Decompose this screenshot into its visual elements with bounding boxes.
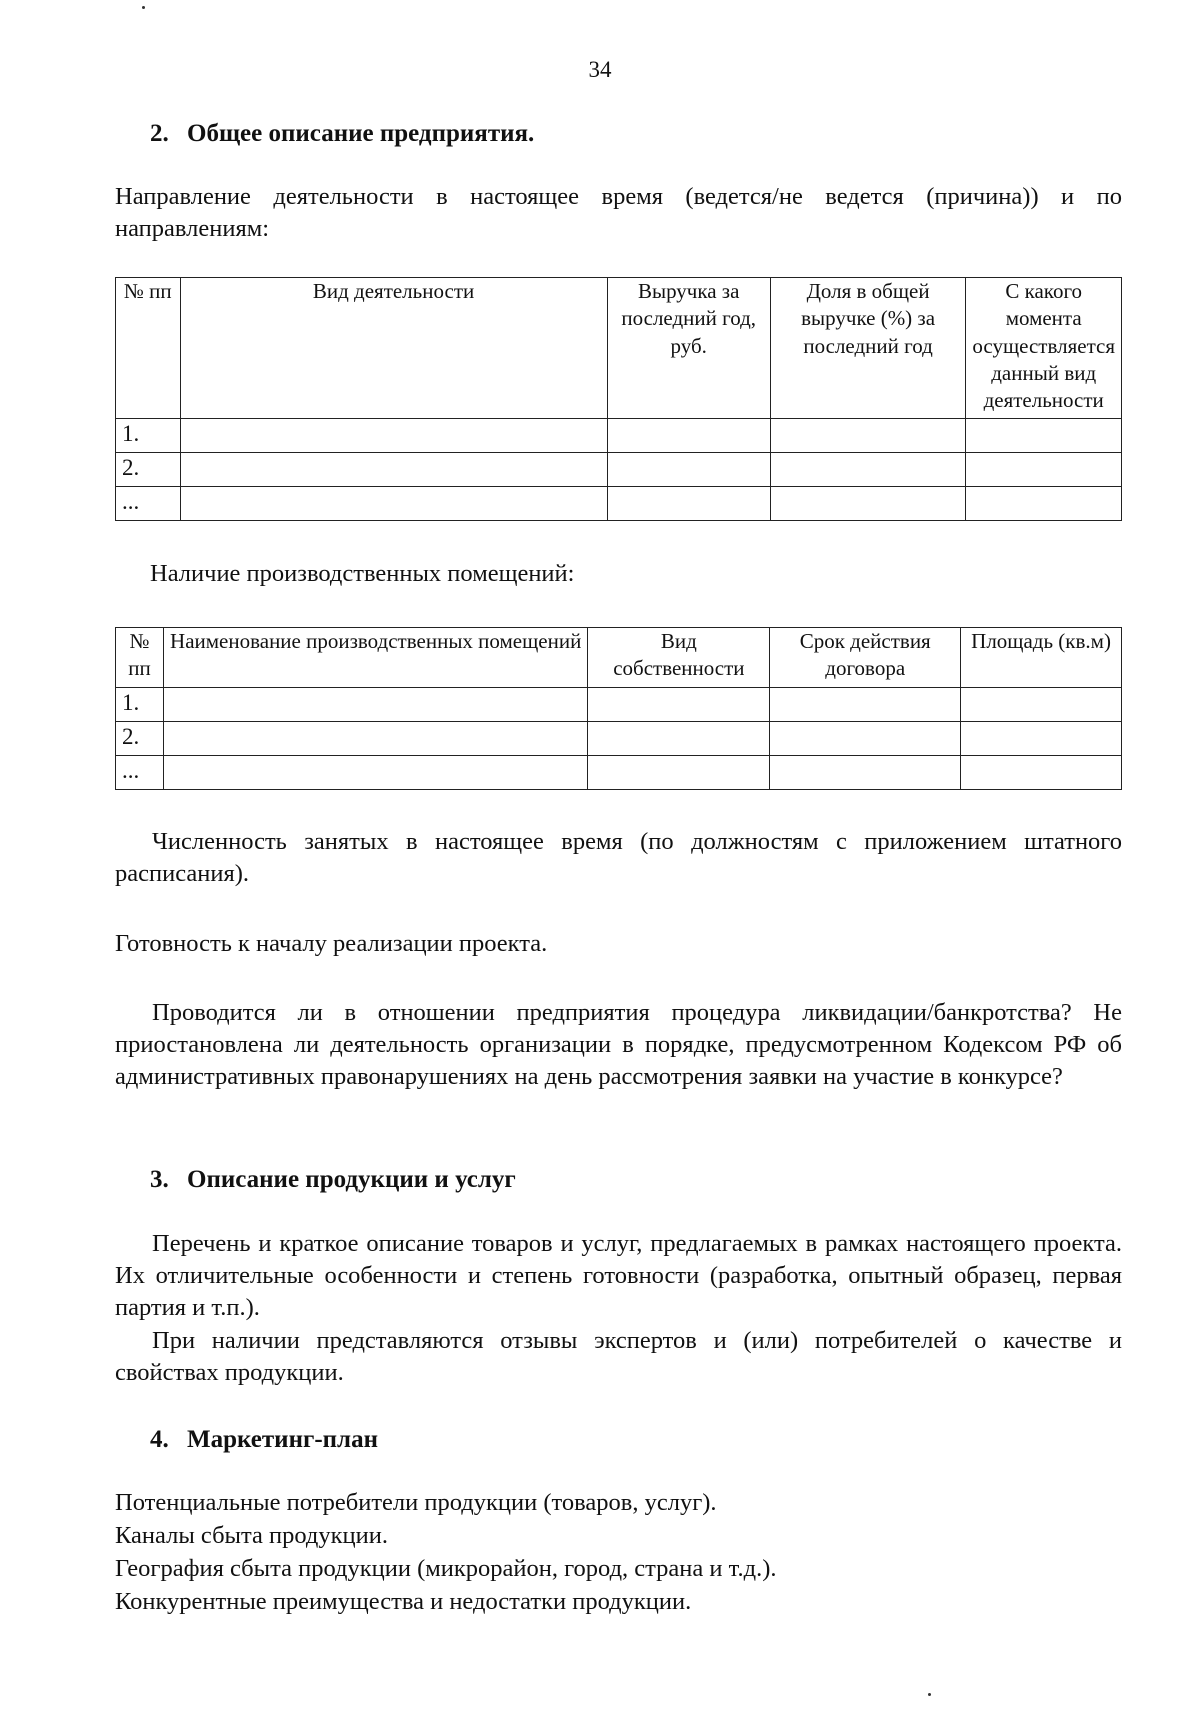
table-cell <box>607 487 770 521</box>
table-cell <box>961 722 1122 756</box>
table-cell <box>770 487 966 521</box>
section-2-number: 2. <box>150 120 169 147</box>
marketing-line-advantages: Конкурентные преимущества и недостатки продукции. <box>115 1588 692 1615</box>
premises-col-area: Площадь (кв.м) <box>961 628 1122 688</box>
marketing-line-consumers: Потенциальные потребители продукции (товаров, услуг). <box>115 1489 717 1516</box>
products-list-paragraph: Перечень и краткое описание товаров и услуг, предлагаемых в рамках настоящего проекта. Их отличительные особенности и степень готовности (разработка, опытный образец, первая партия и т.п.). <box>115 1230 1122 1321</box>
premises-col-name: Наименование производственных помещений <box>163 628 587 688</box>
section-4-number: 4. <box>150 1426 169 1453</box>
section-3-number: 3. <box>150 1166 169 1193</box>
marketing-line-geography: География сбыта продукции (микрорайон, город, страна и т.д.). <box>115 1555 777 1582</box>
section-4-title: Маркетинг-план <box>187 1426 378 1453</box>
section-2-heading <box>150 118 534 151</box>
liquidation-paragraph: Проводится ли в отношении предприятия процедура ликвидации/банкротства? Не приостановлена ли деятельность организации в порядке, предусмотренном Кодексом РФ об административных правонарушениях на день рассмотрения заявки на участие в конкурсе? <box>115 999 1122 1090</box>
activity-table-header-row <box>116 278 1122 419</box>
table-cell <box>163 722 587 756</box>
table-cell <box>180 419 607 453</box>
activity-col-type: Вид деятельности <box>180 278 607 419</box>
table-cell <box>770 722 961 756</box>
row-number: 1. <box>116 688 164 722</box>
activity-col-revenue: Выручка за последний год, руб. <box>607 278 770 419</box>
activity-col-since: С какого момента осуществляется данный вид деятельности <box>966 278 1122 419</box>
table-cell <box>770 688 961 722</box>
premises-col-ownership: Вид собственности <box>588 628 770 688</box>
table-cell <box>770 756 961 790</box>
table-cell <box>961 756 1122 790</box>
table-cell <box>966 453 1122 487</box>
table-cell <box>770 453 966 487</box>
row-number: 1. <box>116 419 181 453</box>
table-cell <box>966 419 1122 453</box>
premises-table <box>115 627 1122 790</box>
marketing-line-channels: Каналы сбыта продукции. <box>115 1522 388 1549</box>
table-row <box>116 453 1122 487</box>
table-row <box>116 722 1122 756</box>
section-3-title: Описание продукции и услуг <box>187 1166 516 1193</box>
table-cell <box>607 419 770 453</box>
section-2-title: Общее описание предприятия. <box>187 120 535 147</box>
page-number: 34 <box>588 57 612 82</box>
row-number: 2. <box>116 453 181 487</box>
table-cell <box>588 722 770 756</box>
table-cell <box>163 756 587 790</box>
scan-speck <box>142 6 145 9</box>
activity-col-number: № пп <box>116 278 181 419</box>
row-number: 2. <box>116 722 164 756</box>
activity-table <box>115 277 1122 521</box>
readiness-paragraph: Готовность к началу реализации проекта. <box>115 930 548 957</box>
table-cell <box>180 487 607 521</box>
table-cell <box>770 419 966 453</box>
premises-table-header-row <box>116 628 1122 688</box>
table-cell <box>966 487 1122 521</box>
premises-col-contract-term: Срок действия договора <box>770 628 961 688</box>
table-row <box>116 419 1122 453</box>
table-row <box>116 756 1122 790</box>
activity-col-share: Доля в общей выручке (%) за последний год <box>770 278 966 419</box>
row-number: ... <box>116 487 181 521</box>
table-row <box>116 688 1122 722</box>
table-cell <box>588 756 770 790</box>
table-cell <box>163 688 587 722</box>
table-row <box>116 487 1122 521</box>
table-cell <box>961 688 1122 722</box>
staff-paragraph: Численность занятых в настоящее время (по должностям с приложением штатного расписания). <box>115 828 1122 887</box>
section-3-heading <box>150 1164 516 1197</box>
reviews-paragraph: При наличии представляются отзывы экспертов и (или) потребителей о качестве и свойствах продукции. <box>115 1327 1122 1386</box>
premises-col-number: № пп <box>116 628 164 688</box>
row-number: ... <box>116 756 164 790</box>
table-cell <box>588 688 770 722</box>
table-cell <box>180 453 607 487</box>
activity-intro: Направление деятельности в настоящее время (ведется/не ведется (причина)) и по направлениям: <box>115 183 1122 242</box>
premises-intro: Наличие производственных помещений: <box>150 560 575 587</box>
section-4-heading <box>150 1424 378 1457</box>
table-cell <box>607 453 770 487</box>
scan-speck <box>928 1693 931 1696</box>
